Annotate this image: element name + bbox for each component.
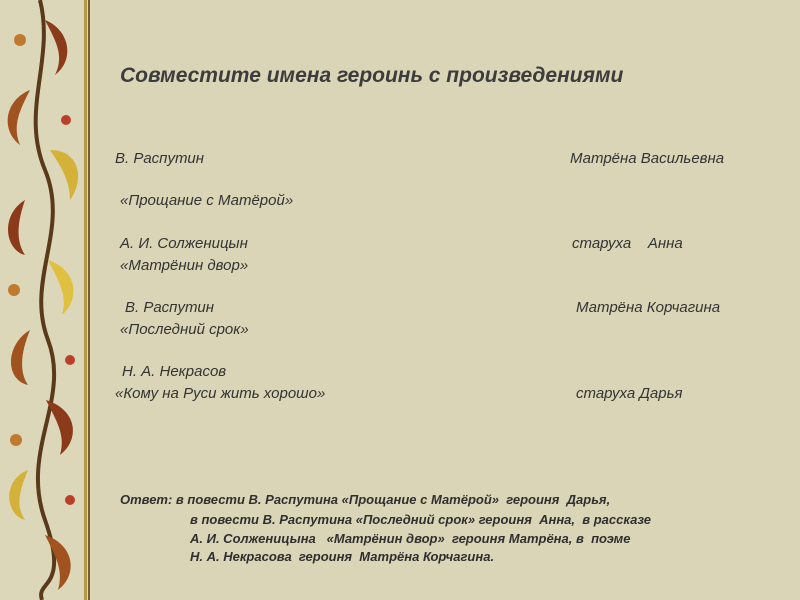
work-title: «Последний срок»: [120, 321, 249, 338]
work-title: «Кому на Руси жить хорошо»: [115, 385, 326, 402]
answer-line: А. И. Солженицына «Матрёнин двор» героиня Матрёна, в поэме: [190, 531, 631, 546]
answer-line: Ответ: в повести В. Распутина «Прощание с Матёрой» героиня Дарья,: [120, 492, 611, 507]
slide-title: Совместите имена героинь с произведениями: [120, 64, 624, 87]
work-author: В. Распутин: [125, 299, 215, 316]
work-author: Н. А. Некрасов: [122, 363, 227, 380]
work-title: «Матрёнин двор»: [120, 257, 249, 274]
heroine-name: Матрёна Васильевна: [570, 150, 725, 167]
work-author: А. И. Солженицын: [120, 235, 248, 252]
heroine-name: Матрёна Корчагина: [576, 299, 721, 316]
heroine-name: старуха Дарья: [576, 385, 683, 402]
work-author: В. Распутин: [115, 150, 205, 167]
work-title: «Прощание с Матёрой»: [120, 192, 294, 209]
heroine-name: старуха Анна: [572, 235, 683, 252]
answer-line: Н. А. Некрасова героиня Матрёна Корчагина.: [190, 549, 495, 564]
answer-line: в повести В. Распутина «Последний срок» героиня Анна, в рассказе: [190, 512, 652, 527]
folk-ornament-border: [0, 0, 92, 600]
